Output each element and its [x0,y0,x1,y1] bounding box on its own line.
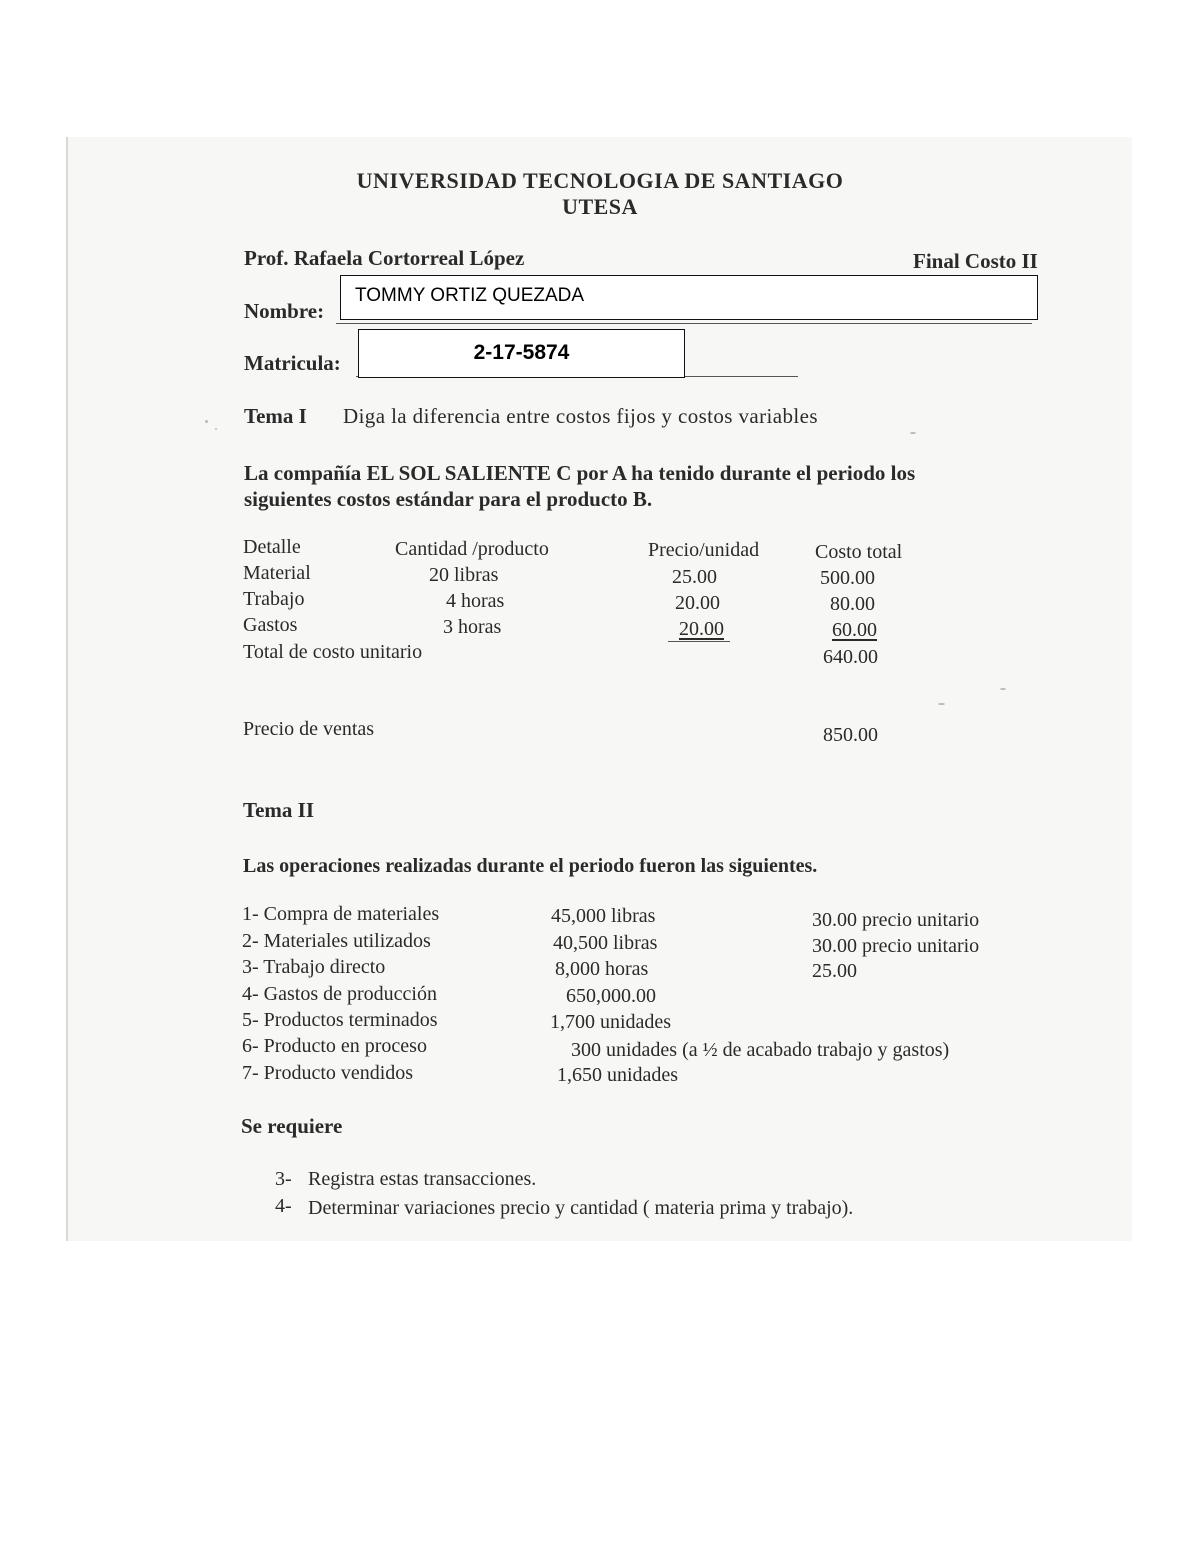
id-field[interactable] [358,329,685,378]
scan-speck [205,420,208,423]
table-cell: 500.00 [820,567,875,589]
tema1-label: Tema I [244,404,307,428]
list-item: 4- Gastos de producción [242,983,437,1005]
exam-title: Final Costo II [913,249,1038,273]
col-header-cantidad: Cantidad /producto [395,538,549,560]
list-item-price: 30.00 precio unitario [812,909,980,931]
name-label: Nombre: [244,299,325,323]
list-item-price: 25.00 [812,960,857,982]
table-cell: 3 horas [443,616,502,638]
table-cell: 20 libras [429,564,499,586]
list-item: 2- Materiales utilizados [242,930,431,952]
professor-name: Prof. Rafaela Cortorreal López [244,246,525,270]
sale-price-value: 850.00 [823,724,878,746]
list-item: 6- Producto en proceso [242,1035,427,1057]
tema1-intro-line1: La compañía EL SOL SALIENTE C por A ha tenido durante el periodo los [244,461,916,485]
requirement-text: Determinar variaciones precio y cantidad ( materia prima y trabajo). [308,1197,854,1219]
list-item-qty: 650,000.00 [566,985,656,1007]
list-item-qty: 45,000 libras [551,905,656,927]
university-acronym: UTESA [562,194,638,219]
table-cell: Trabajo [243,588,305,610]
list-item-qty: 300 unidades (a ½ de acabado trabajo y gastos) [571,1039,950,1061]
col-header-precio: Precio/unidad [648,539,760,561]
col-header-costo: Costo total [815,541,903,563]
list-item: 5- Productos terminados [242,1009,438,1031]
total-cost-value: 640.00 [823,646,878,668]
requirement-number: 3- [275,1168,292,1190]
name-value: TOMMY ORTIZ QUEZADA [355,285,585,306]
tema1-question: Diga la diferencia entre costos fijos y costos variables [343,404,818,428]
name-field[interactable] [340,275,1038,320]
tema2-intro: Las operaciones realizadas durante el periodo fueron las siguientes. [243,855,818,877]
id-value: 2-17-5874 [473,341,570,364]
table-cell: 4 horas [446,590,505,612]
list-item-qty: 8,000 horas [555,958,649,980]
scan-speck [215,428,217,430]
list-item: 7- Producto vendidos [242,1062,414,1084]
requirement-number: 4- [275,1195,292,1217]
table-cell: 20.00 [679,618,724,640]
table-cell: 80.00 [830,593,875,615]
tema2-label: Tema II [243,798,314,822]
scan-speck [938,703,945,705]
table-cell: Gastos [243,614,298,636]
university-title: UNIVERSIDAD TECNOLOGIA DE SANTIAGO [356,168,844,193]
list-item-qty: 40,500 libras [553,932,658,954]
total-cost-label: Total de costo unitario [243,641,423,663]
scan-speck [1000,688,1006,690]
sale-price-label: Precio de ventas [243,718,375,740]
list-item: 3- Trabajo directo [242,956,386,978]
table-cell: 20.00 [675,592,720,614]
requirement-text: Registra estas transacciones. [308,1168,537,1190]
id-label: Matricula: [244,351,341,375]
required-label: Se requiere [241,1114,343,1138]
subtotal-rule [668,641,730,642]
table-cell: Material [243,562,311,584]
table-cell: 25.00 [672,566,717,588]
name-underline [336,323,1032,324]
col-header-detalle: Detalle [243,536,301,558]
list-item-price: 30.00 precio unitario [812,935,980,957]
tema1-intro-line2: siguientes costos estándar para el producto B. [244,487,653,511]
list-item-qty: 1,700 unidades [550,1011,672,1033]
list-item-qty: 1,650 unidades [557,1064,679,1086]
list-item: 1- Compra de materiales [242,903,440,925]
table-cell: 60.00 [832,619,877,641]
scan-speck [910,432,916,434]
